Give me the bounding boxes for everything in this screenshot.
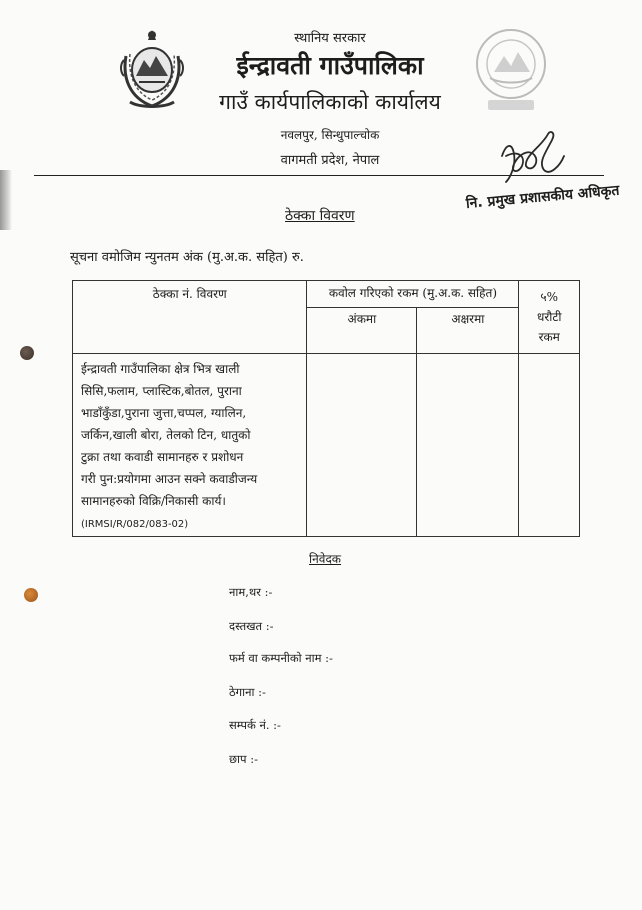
deposit-percent: ५% <box>540 290 559 304</box>
field-firm-name: फर्म वा कम्पनीको नाम :- <box>229 651 333 665</box>
field-address: ठेगाना :- <box>229 685 266 699</box>
amount-in-figures-cell[interactable] <box>307 354 417 537</box>
description-line: भाडाँकुँडा,पुराना जुत्ता,चप्पल, ग्यालिन, <box>81 406 247 420</box>
header-in-figures: अंकमा <box>307 307 417 353</box>
field-signature: दस्तखत :- <box>229 619 274 633</box>
address-line-2: वागमती प्रदेश, नेपाल <box>280 153 380 168</box>
header-contract: ठेक्का नं. विवरण <box>73 281 307 354</box>
field-name: नाम,थर :- <box>229 585 273 599</box>
table-header-row <box>73 281 580 308</box>
contract-table <box>72 280 580 537</box>
contract-description <box>73 354 307 537</box>
document-title: ठेक्का विवरण <box>285 208 355 224</box>
address-line-1: नवलपुर, सिन्धुपाल्चोक <box>280 128 380 142</box>
punch-hole <box>20 346 34 360</box>
deposit-label: धरौटी <box>536 310 562 324</box>
notice-line: सूचना वमोजिम न्युनतम अंक (मु.अ.क. सहित) रु. <box>70 250 304 265</box>
amount-in-words-cell[interactable] <box>417 354 519 537</box>
description-line: सिसि,फलाम, प्लास्टिक,बोतल, पुराना <box>81 384 242 398</box>
header-subtitle: स्थानिय सरकार <box>294 31 366 46</box>
header-deposit <box>519 281 580 354</box>
description-line: जर्किन,खाली बोरा, तेलको टिन, धातुको <box>81 428 251 442</box>
municipality-name: ईन्द्रावती गाउँपालिका <box>236 51 424 80</box>
applicant-heading: निवेदक <box>309 552 342 566</box>
table-row <box>73 354 580 537</box>
field-stamp: छाप :- <box>229 752 258 766</box>
field-contact-number: सम्पर्क नं. :- <box>229 718 281 732</box>
description-line: गरी पुन:प्रयोगमा आउन सक्ने कवाडीजन्य <box>81 472 258 486</box>
office-name: गाउँ कार्यपालिकाको कार्यालय <box>219 90 441 114</box>
description-line: टुक्रा तथा कवाडी सामानहरु र प्रशोधन <box>81 450 244 464</box>
signature-icon <box>492 126 572 190</box>
header-in-words: अक्षरमा <box>417 307 519 353</box>
description-line: सामानहरुको विक्रि/निकासी कार्य। <box>81 494 226 508</box>
header-amount-group: कवोल गरिएको रकम (मु.अ.क. सहित) <box>307 281 519 308</box>
punch-hole <box>24 588 38 602</box>
page-edge-shadow <box>0 170 12 230</box>
signatory-title: नि. प्रमुख प्रशासकीय अधिकृत <box>465 182 621 212</box>
description-line: ईन्द्रावती गाउँपालिका क्षेत्र भित्र खाली <box>81 362 240 376</box>
deposit-amount-cell[interactable] <box>519 354 580 537</box>
deposit-amount-label: रकम <box>538 330 560 344</box>
contract-code: (IRMSI/R/082/083-02) <box>81 519 189 530</box>
